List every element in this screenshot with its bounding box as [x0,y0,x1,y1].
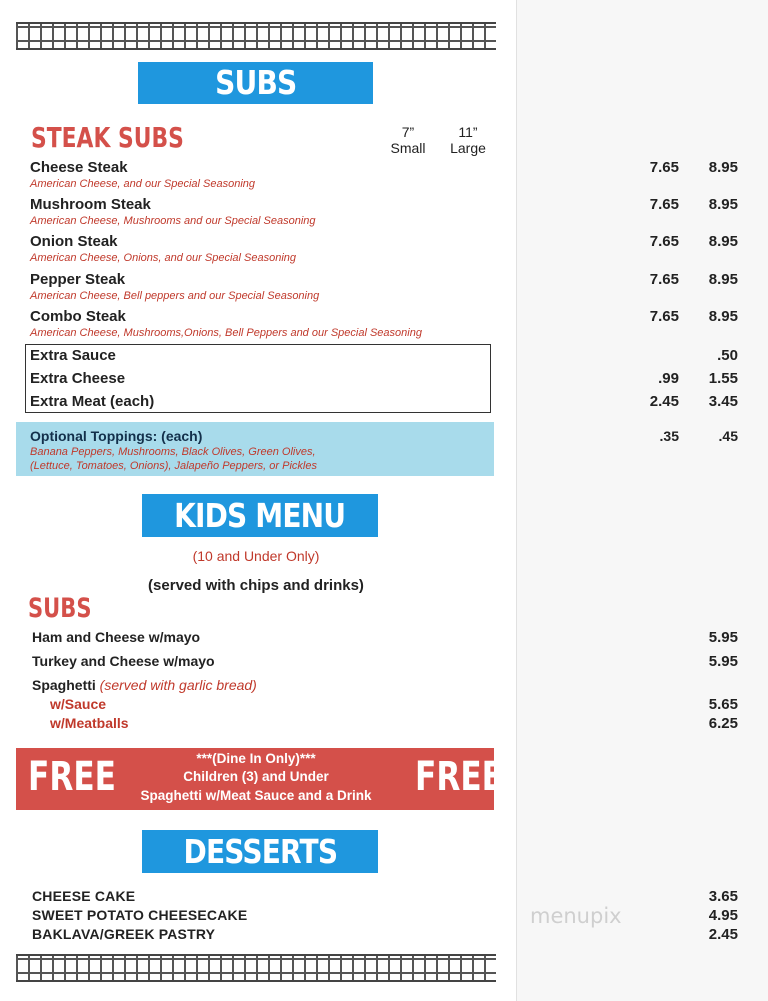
menu-item-description: American Cheese, Mushrooms,Onions, Bell Peppers and our Special Seasoning [30,327,422,339]
kids-served-note: (served with chips and drinks) [148,577,364,594]
toppings-list-line1: Banana Peppers, Mushrooms, Black Olives, Green Olives, [30,446,316,458]
price-large: 8.95 [708,159,738,176]
dessert-item-price: 2.45 [708,926,738,943]
dessert-item-price: 4.95 [708,907,738,924]
menu-item-name: Cheese Steak [30,159,128,176]
spaghetti-item [32,677,257,693]
large-size-inches: 11” [458,124,478,140]
free-offer-line3: Spaghetti w/Meat Sauce and a Drink [140,788,372,803]
menu-item-name: Pepper Steak [30,271,126,288]
extra-item-name: Extra Cheese [30,370,126,387]
small-size-header [385,124,431,156]
kids-menu-banner-label: KIDS MENU [174,496,346,535]
menu-item-description: American Cheese, Bell peppers and our Special Seasoning [30,290,320,302]
price-small: 7.65 [649,196,679,213]
desserts-banner-label: DESSERTS [183,832,337,871]
menu-item-description: American Cheese, Onions, and our Special Seasoning [30,252,296,264]
free-offer-line2: Children (3) and Under [183,769,329,784]
greek-key-border-bottom [16,954,496,982]
kids-subs-heading: SUBS [28,593,92,624]
price-large: 3.45 [708,393,738,410]
dessert-item-name: CHEESE CAKE [32,888,136,904]
price-small: 2.45 [649,393,679,410]
watermark: menupix [530,904,622,928]
menu-item-name: Combo Steak [30,308,126,325]
kids-age-note: (10 and Under Only) [192,548,320,564]
large-size-header [442,124,494,156]
menu-item-description: American Cheese, and our Special Seasoning [30,178,256,190]
menu-item-name: Onion Steak [30,233,118,250]
small-size-label: Small [390,140,426,156]
extra-item-name: Extra Sauce [30,347,116,364]
price-large: 8.95 [708,271,738,288]
dessert-item-name: BAKLAVA/GREEK PASTRY [32,926,216,942]
price-large: .50 [717,347,738,364]
spaghetti-option-name: w/Sauce [50,696,107,712]
spaghetti-option-name: w/Meatballs [50,715,129,731]
kids-item-name: Ham and Cheese w/mayo [32,629,201,645]
price-small: 7.65 [649,159,679,176]
price-small: 7.65 [649,308,679,325]
toppings-price-large: .45 [718,428,738,444]
menu-item-name: Mushroom Steak [30,196,151,213]
kids-item-price: 5.95 [708,653,738,670]
menu-item-description: American Cheese, Mushrooms and our Special Seasoning [30,215,316,227]
price-large: 8.95 [708,233,738,250]
blank-facing-page [516,0,768,1001]
spaghetti-option-price: 5.65 [708,696,738,713]
greek-key-border-top [16,22,496,50]
spaghetti-name: Spaghetti [32,677,96,693]
free-offer-line1: ***(Dine In Only)*** [196,751,316,766]
price-small: 7.65 [649,271,679,288]
free-label-left: FREE [28,754,116,800]
toppings-title: Optional Toppings: (each) [30,428,203,444]
price-large: 8.95 [708,196,738,213]
kids-item-price: 5.95 [708,629,738,646]
price-large: 8.95 [708,308,738,325]
small-size-inches: 7” [401,124,415,140]
kids-item-name: Turkey and Cheese w/mayo [32,653,215,669]
subs-banner [138,62,373,104]
extra-item-name: Extra Meat (each) [30,393,155,410]
dessert-item-name: SWEET POTATO CHEESECAKE [32,907,248,923]
subs-banner-label: SUBS [214,63,297,102]
spaghetti-option-price: 6.25 [708,715,738,732]
large-size-label: Large [450,140,486,156]
kids-menu-banner [142,494,378,537]
toppings-list-line2: (Lettuce, Tomatoes, Onions), Jalapeño Peppers, or Pickles [30,460,317,472]
desserts-banner [142,830,378,873]
steak-subs-heading: STEAK SUBS [31,121,184,154]
price-small: .99 [658,370,679,387]
price-large: 1.55 [708,370,738,387]
dessert-item-price: 3.65 [708,888,738,905]
spaghetti-note: (served with garlic bread) [99,677,257,693]
free-label-right: FREE [415,754,503,800]
price-small: 7.65 [649,233,679,250]
toppings-price-small: .35 [659,428,679,444]
